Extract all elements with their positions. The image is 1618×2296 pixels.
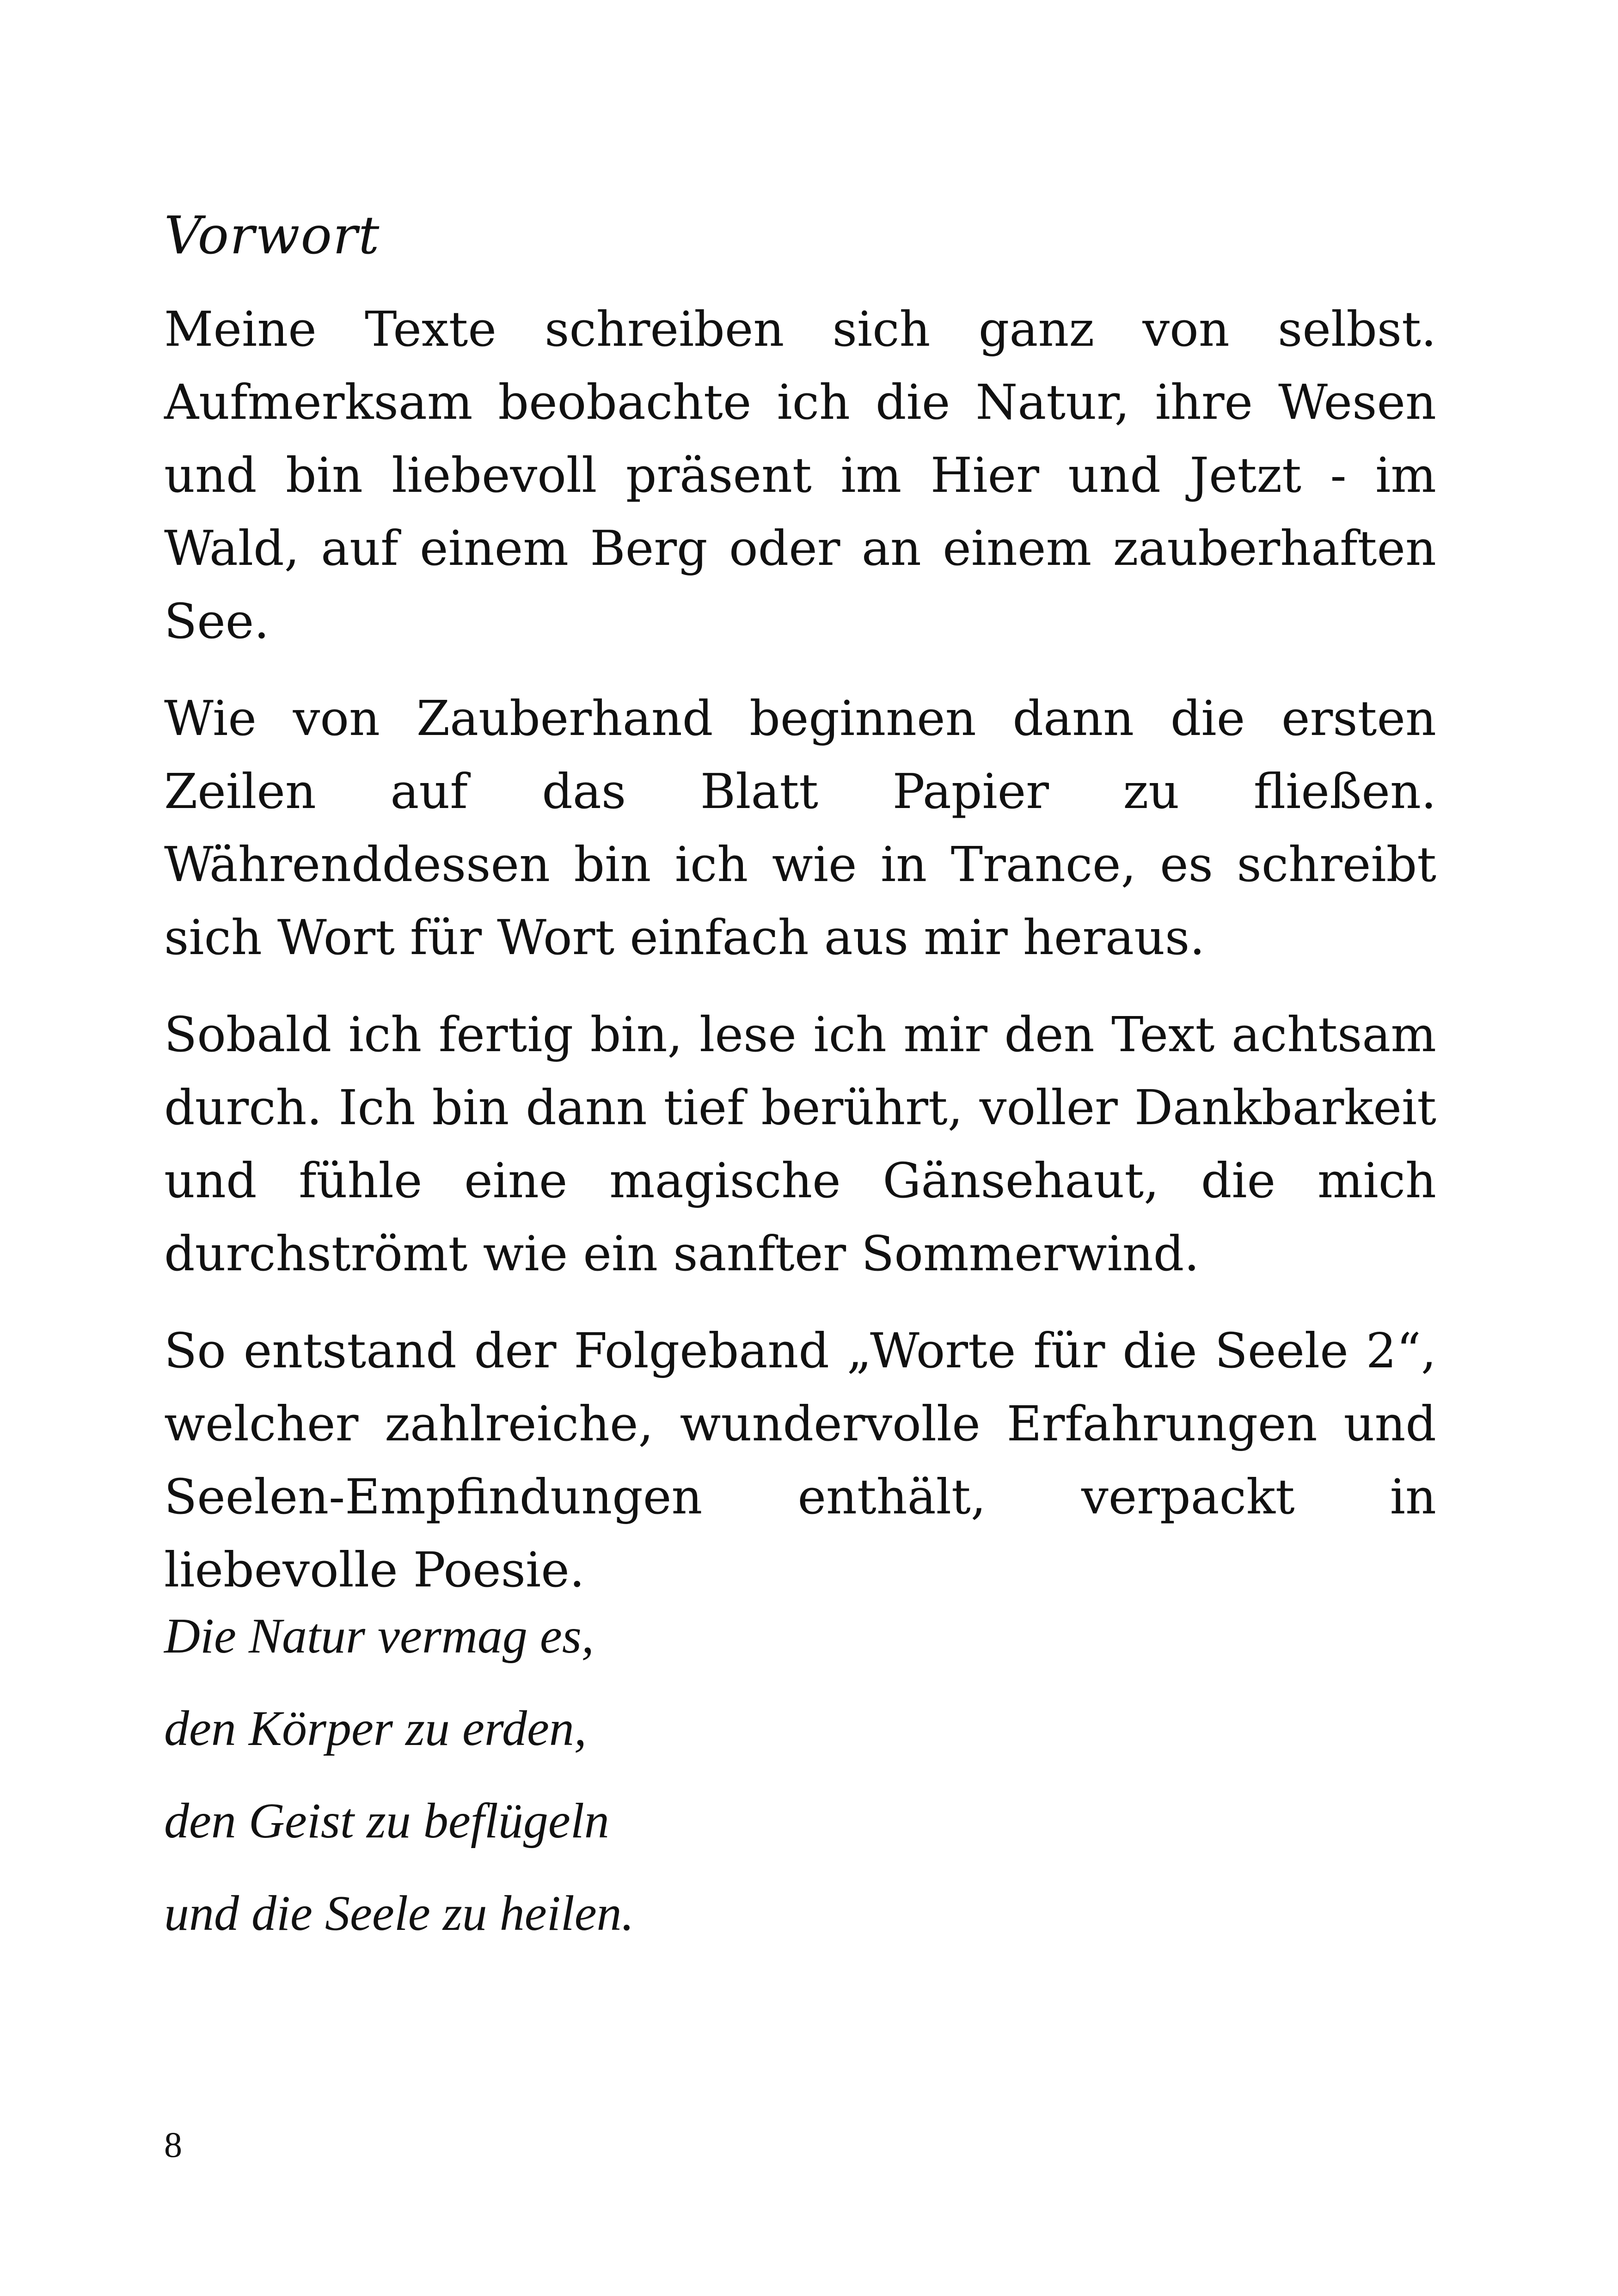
paragraph-1: Meine Texte schreiben sich ganz von selbst. Aufmerksam beobachte ich die Natur, ihre Wesen und bin liebevoll präsent im Hier und Jetzt - im Wald, auf einem Berg oder an einem zauberhaften See. <box>164 301 1436 649</box>
poem <box>164 1590 634 1960</box>
poem-line-3: den Geist zu beflügeln <box>164 1794 609 1849</box>
poem-line-4: und die Seele zu heilen. <box>164 1886 634 1941</box>
foreword-body <box>164 293 1436 1630</box>
page-title: Vorwort <box>164 206 380 266</box>
paragraph-2: Wie von Zauberhand beginnen dann die ersten Zeilen auf das Blatt Papier zu fließen. Währenddessen bin ich wie in Trance, es schreibt sich Wort für Wort einfach aus mir heraus. <box>164 690 1436 966</box>
paragraph-3: Sobald ich fertig bin, lese ich mir den Text achtsam durch. Ich bin dann tief berührt, voller Dankbarkeit und fühle eine magische Gänsehaut, die mich durchströmt wie ein sanfter Sommerwind. <box>164 1006 1436 1282</box>
poem-line-1: Die Natur vermag es, <box>164 1609 594 1664</box>
poem-line-2: den Körper zu erden, <box>164 1701 587 1756</box>
paragraph-4: So entstand der Folgeband „Worte für die Seele 2“, welcher zahlreiche, wundervolle Erfahrungen und Seelen-Empfindungen enthält, verpackt in liebevolle Poesie. <box>164 1322 1436 1598</box>
page-number: 8 <box>164 2125 182 2165</box>
